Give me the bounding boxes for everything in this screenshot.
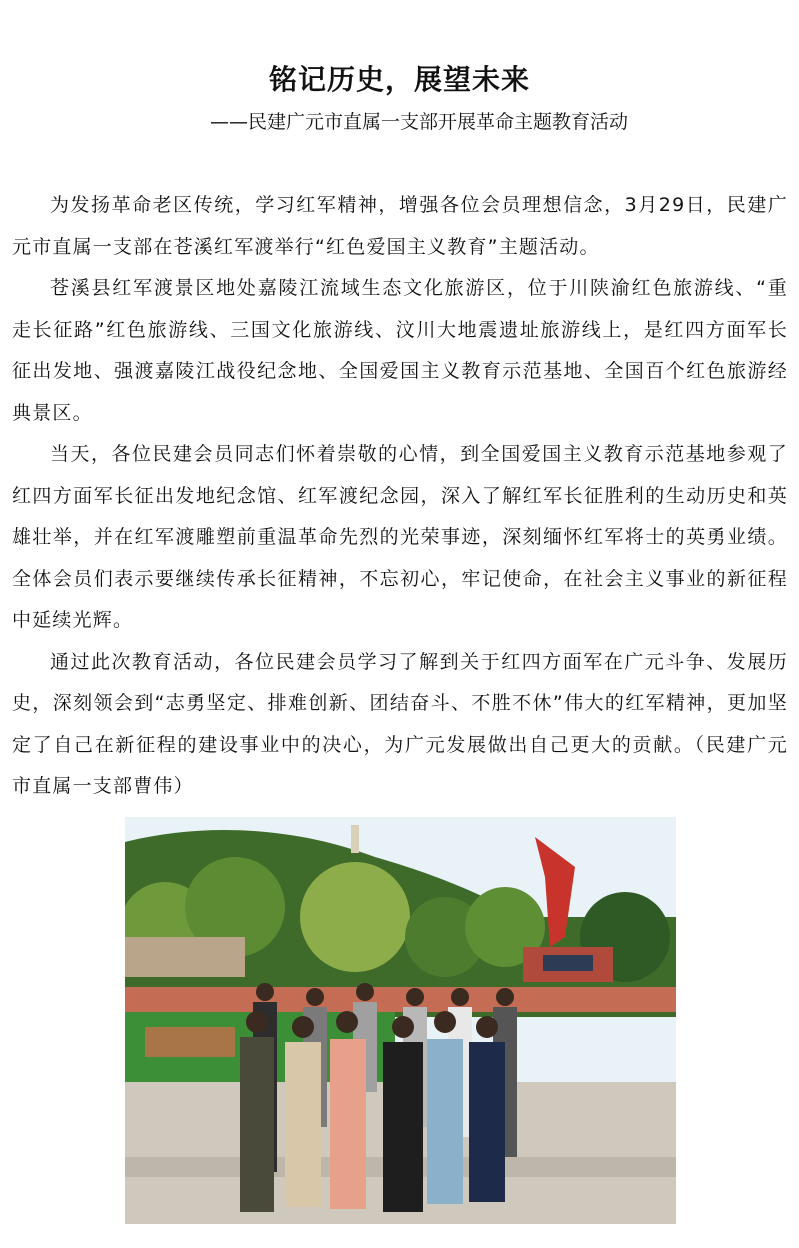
group-photo bbox=[125, 817, 676, 1224]
paragraph-3: 当天，各位民建会员同志们怀着崇敬的心情，到全国爱国主义教育示范基地参观了红四方面军长征出发地纪念馆、红军渡纪念园，深入了解红军长征胜利的生动历史和英雄壮举，并在红军渡雕塑前重温革命先烈的光荣事迹，深刻缅怀红军将士的英勇业绩。全体会员们表示要继续传承长征精神，不忘初心，牢记使命，在社会主义事业的新征程中延续光辉。 bbox=[12, 443, 788, 631]
article-subtitle: ——民建广元市直属一支部开展革命主题教育活动 bbox=[210, 111, 629, 133]
group-photo-illustration bbox=[125, 817, 676, 1224]
paragraph-1: 为发扬革命老区传统，学习红军精神，增强各位会员理想信念，3月29日，民建广元市直属一支部在苍溪红军渡举行“红色爱国主义教育”主题活动。 bbox=[12, 194, 788, 258]
paragraph-2: 苍溪县红军渡景区地处嘉陵江流域生态文化旅游区，位于川陕渝红色旅游线、“重走长征路”红色旅游线、三国文化旅游线、汶川大地震遗址旅游线上，是红四方面军长征出发地、强渡嘉陵江战役纪念地、全国爱国主义教育示范基地、全国百个红色旅游经典景区。 bbox=[12, 277, 788, 424]
article-body bbox=[12, 185, 788, 808]
paragraph-4: 通过此次教育活动，各位民建会员学习了解到关于红四方面军在广元斗争、发展历史，深刻领会到“志勇坚定、排难创新、团结奋斗、不胜不休”伟大的红军精神，更加坚定了自己在新征程的建设事业中的决心，为广元发展做出自己更大的贡献。（民建广元市直属一支部曹伟） bbox=[12, 650, 788, 797]
article-title: 铭记历史，展望未来 bbox=[268, 63, 530, 96]
